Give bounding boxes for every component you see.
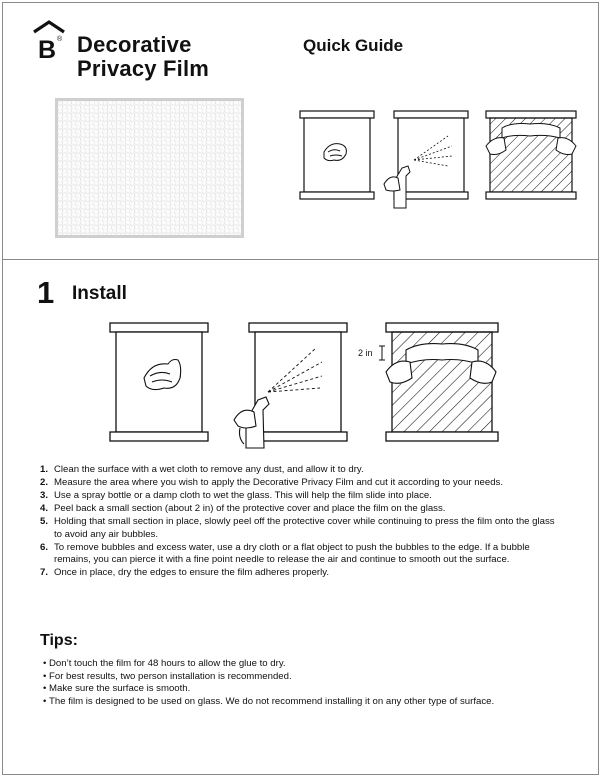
frame-peel [358,323,498,441]
step-num: 5. [40,515,49,527]
step-text: Measure the area where you wish to apply the Decorative Privacy Film and cut it according to your needs. [54,476,503,488]
step-num: 4. [40,502,49,514]
install-steps-list [40,464,560,580]
list-item [40,503,560,516]
logo-letter: B [38,36,57,60]
step-text: Once in place, dry the edges to ensure the film adheres properly. [54,567,329,579]
list-item [40,477,560,490]
step-text: Holding that small section in place, slowly peel off the protective cover while continuing to press the film onto the glass to avoid any air bubbles. [54,515,555,540]
list-item [40,464,560,477]
product-title [77,33,209,81]
list-item [40,490,560,503]
quick-guide-heading: Quick Guide [303,36,404,55]
install-heading: Install [72,283,127,304]
quick-guide-illustrations [298,108,580,212]
step-num: 1. [40,464,49,475]
step-num: 3. [40,489,49,501]
list-item: • Don’t touch the film for 48 hours to allow the glue to dry. [40,658,520,671]
registered-mark: ® [57,36,63,43]
brand-logo-icon [32,20,68,60]
step-num: 7. [40,567,49,579]
list-item: • The film is designed to be used on glass. We do not recommend installing it on any other type of surface. [40,696,520,709]
step-text: Clean the surface with a wet cloth to remove any dust, and allow it to dry. [54,464,364,475]
list-item [40,567,560,580]
step-num: 2. [40,476,49,488]
mini-frame-clean [300,111,374,199]
mini-frame-spray [384,111,468,208]
step-number: 1 [37,275,55,310]
list-item [40,542,560,567]
tips-list [40,658,520,708]
list-item: • For best results, two person installation is recommended. [40,671,520,684]
list-item: • Make sure the surface is smooth. [40,683,520,696]
step-text: Use a spray bottle or a damp cloth to wet the glass. This will help the film slide into place. [54,489,432,501]
product-title-line1: Decorative [77,32,192,57]
step-text: To remove bubbles and excess water, use a dry cloth or a flat object to push the bubbles to the edge. If a bubble remains, you can pierce it with a fine point needle to release the air and continue to smooth out the surface. [54,541,530,566]
frame-spray [234,323,347,448]
step-text: Peel back a small section (about 2 in) of the protective cover and place the film on the glass. [54,502,446,514]
step-num: 6. [40,541,49,553]
measure-label: 2 in [358,348,373,358]
spray-bottle-icon [384,166,410,208]
list-item [40,516,560,541]
mini-frame-peel [486,111,576,199]
film-swatch-image [55,98,244,238]
install-illustrations [108,320,500,450]
frame-clean [110,323,208,441]
tips-heading: Tips: [40,632,78,649]
film-pattern [58,101,241,235]
product-title-line2: Privacy Film [77,56,210,81]
spray-bottle-icon [234,397,269,448]
section-divider [2,259,599,260]
